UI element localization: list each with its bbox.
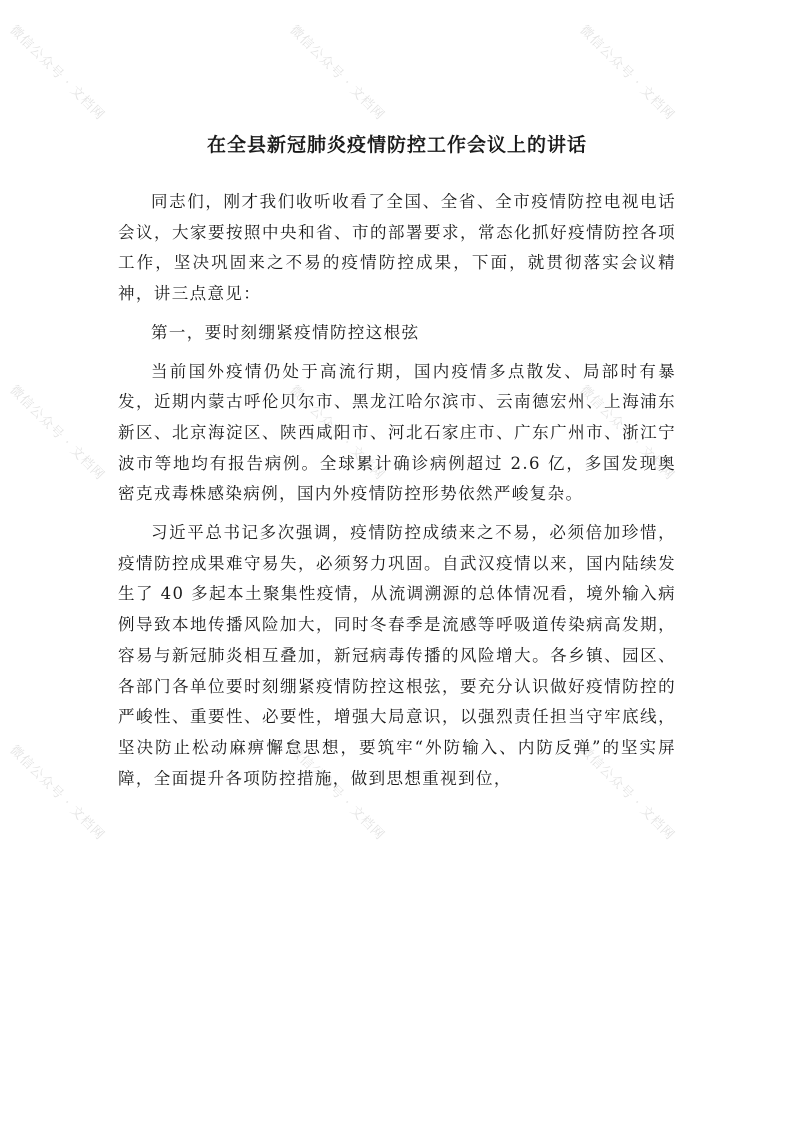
paragraph-intro: 同志们，刚才我们收听收看了全国、全省、全市疫情防控电视电话会议，大家要按照中央和省、市的部署要求，常态化抓好疫情防控各项工作，坚决巩固来之不易的疫情防控成果，下面，就贯彻落实会议精神，讲三点意见： bbox=[118, 192, 676, 304]
watermark-text: 微信公众号 · 文档网 bbox=[286, 742, 388, 844]
section-heading-1: 第一，要时刻绷紧疫情防控这根弦 bbox=[151, 322, 420, 342]
paragraph-situation: 当前国外疫情仍处于高流行期，国内疫情多点散发、局部时有暴发，近期内蒙古呼伦贝尔市、黑龙江哈尔滨市、云南德宏州、上海浦东新区、北京海淀区、陕西咸阳市、河北石家庄市、广东广州市、浙江宁波市等地均有报告病例。全球累计确诊病例超过 2.6 亿，多国发现奥密克戎毒株感染病例，国内外疫情防控形势依然严峻复杂。 bbox=[118, 361, 676, 504]
document-title: 在全县新冠肺炎疫情防控工作会议上的讲话 bbox=[206, 134, 587, 156]
watermark-text: 微信公众号 · 文档网 bbox=[6, 22, 108, 124]
watermark-text: 微信公众号 · 文档网 bbox=[6, 742, 108, 844]
watermark-text: 微信公众号 · 文档网 bbox=[286, 382, 388, 484]
watermark-text: 微信公众号 · 文档网 bbox=[576, 742, 678, 844]
document-body bbox=[118, 130, 676, 802]
watermark-text: 微信公众号 · 文档网 bbox=[6, 382, 108, 484]
paragraph-instructions: 习近平总书记多次强调，疫情防控成绩来之不易，必须倍加珍惜，疫情防控成果难守易失，必须努力巩固。自武汉疫情以来，国内陆续发生了 40 多起本土聚集性疫情，从流调溯源的总体情况看，境外输入病例导致本地传播风险加大，同时冬春季是流感等呼吸道传染病高发期，容易与新冠肺炎相互叠加，新冠病毒传播的风险增大。各乡镇、园区、各部门各单位要时刻绷紧疫情防控这根弦，要充分认识做好疫情防控的严峻性、重要性、必要性，增强大局意识，以强烈责任担当守牢底线，坚决防止松动麻痹懈怠思想，要筑牢“外防输入、内防反弹”的坚实屏障，全面提升各项防控措施，做到思想重视到位， bbox=[118, 523, 676, 788]
watermark-text: 微信公众号 · 文档网 bbox=[576, 22, 678, 124]
watermark-text: 微信公众号 · 文档网 bbox=[576, 382, 678, 484]
watermark-text: 微信公众号 · 文档网 bbox=[286, 22, 388, 124]
